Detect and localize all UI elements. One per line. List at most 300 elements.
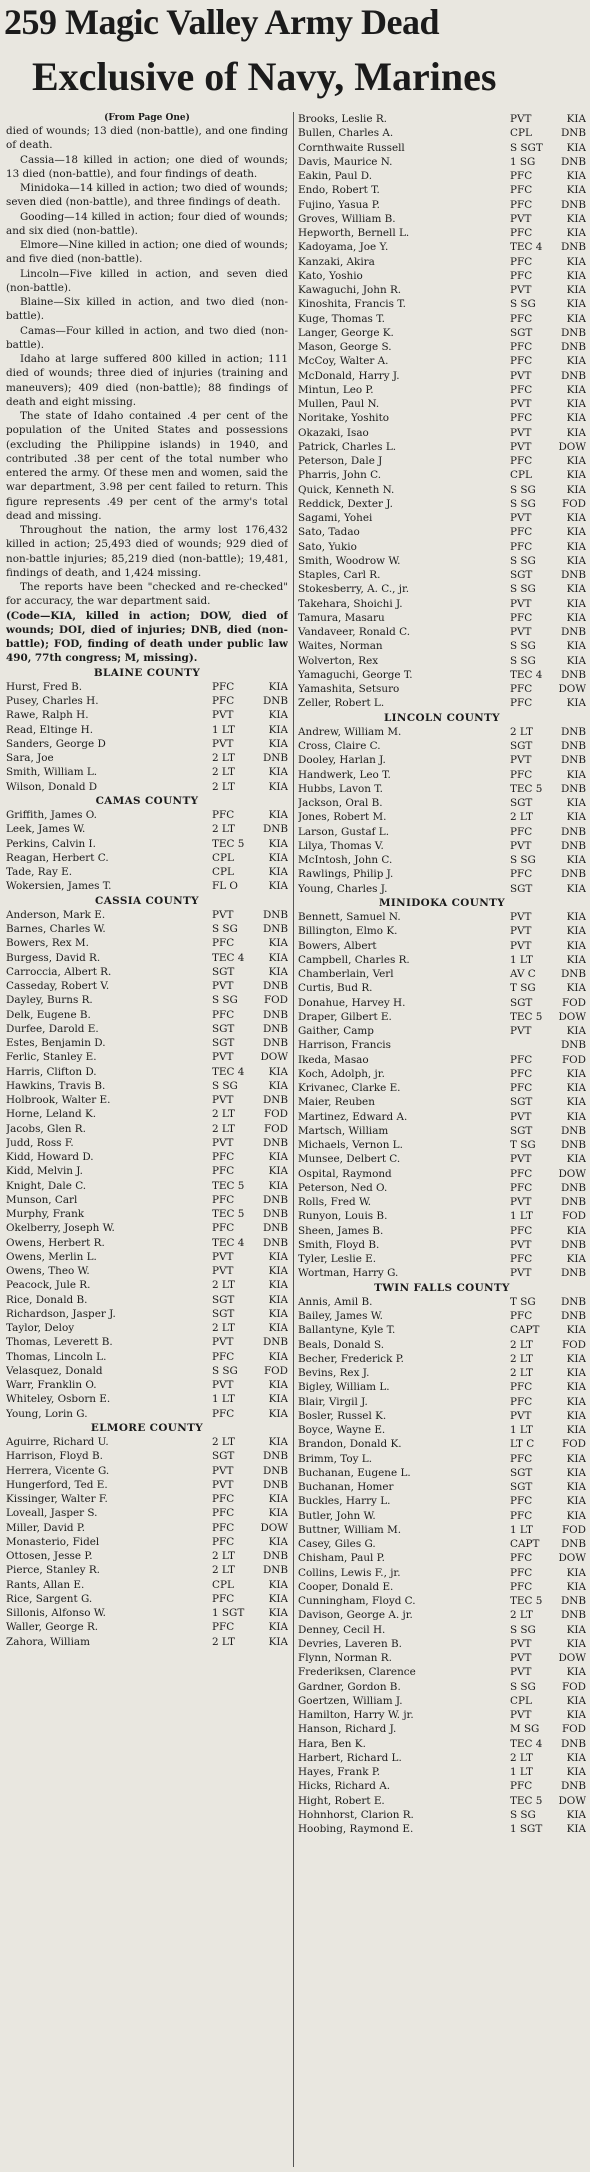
casualty-rank: SGT (510, 740, 533, 752)
casualty-rank: 2 LT (212, 823, 235, 836)
casualty-name: Owens, Merlin L. (6, 1250, 97, 1263)
casualty-code: KIA (566, 512, 586, 524)
casualty-row (298, 1708, 586, 1722)
casualty-row (298, 468, 586, 482)
casualty-row (6, 808, 288, 822)
casualty-rank: PFC (510, 255, 533, 268)
casualty-rank: PVT (212, 1265, 234, 1277)
casualty-rank: SGT (510, 1124, 533, 1137)
casualty-rank: PFC (212, 1222, 235, 1235)
casualty-name: Lilya, Thomas V. (298, 839, 384, 852)
casualty-row (298, 1323, 586, 1337)
casualty-code: KIA (566, 284, 586, 296)
casualty-row (298, 1680, 586, 1694)
casualty-rank: 1 LT (510, 953, 533, 966)
casualty-name: Billington, Elmo K. (298, 925, 398, 938)
casualty-name: Mullen, Paul N. (298, 398, 380, 410)
casualty-name: Dooley, Harlan J. (298, 754, 386, 767)
casualty-name: Hara, Ben K. (298, 1737, 366, 1750)
casualty-name: Warr, Franklin O. (6, 1379, 97, 1391)
casualty-code: FOD (561, 1680, 586, 1693)
casualty-rank: PFC (510, 227, 533, 239)
casualty-code: KIA (566, 255, 586, 268)
casualty-code: FOD (263, 1364, 288, 1377)
casualty-code: DNB (262, 980, 288, 992)
casualty-row (6, 1278, 288, 1292)
casualty-row (298, 1722, 586, 1736)
casualty-code: DNB (560, 341, 586, 353)
casualty-row (6, 1407, 288, 1421)
casualty-code: KIA (566, 1110, 586, 1123)
casualty-row (298, 440, 586, 454)
casualty-rank: PVT (510, 1666, 532, 1679)
casualty-rank: PFC (510, 526, 533, 539)
casualty-row (298, 1637, 586, 1651)
casualty-rank: 2 LT (510, 1609, 533, 1622)
casualty-name: Collins, Lewis F., jr. (298, 1566, 401, 1579)
casualty-rank: PVT (212, 1051, 234, 1064)
casualty-row (298, 1167, 586, 1181)
casualty-code: KIA (268, 1350, 288, 1363)
casualty-rank: AV C (510, 968, 536, 980)
casualty-row (298, 1366, 586, 1380)
casualty-name: Hungerford, Ted E. (6, 1478, 108, 1491)
casualty-name: Harbert, Richard L. (298, 1751, 402, 1764)
casualty-rank: PFC (510, 1253, 533, 1265)
casualty-code: KIA (566, 583, 586, 596)
casualty-code: KIA (566, 982, 586, 995)
casualty-code: DNB (262, 1008, 288, 1021)
casualty-name: Campbell, Charles R. (298, 953, 410, 966)
casualty-row (298, 1594, 586, 1608)
casualty-code: DNB (560, 839, 586, 852)
casualty-code: DNB (560, 740, 586, 752)
casualty-rank: PFC (212, 1008, 235, 1021)
casualty-code: DNB (262, 1464, 288, 1477)
casualty-row (6, 1193, 288, 1207)
casualty-code: DOW (260, 1051, 288, 1064)
casualty-code: DNB (262, 1037, 288, 1049)
casualty-name: Staples, Carl R. (298, 569, 381, 581)
headline-line-1: 259 Magic Valley Army Dead (4, 2, 439, 42)
casualty-name: Krivanec, Clarke E. (298, 1082, 401, 1094)
casualty-name: Sato, Yukio (298, 540, 357, 553)
casualty-rank: 1 LT (510, 1766, 533, 1778)
casualty-code: FOD (561, 1338, 586, 1351)
casualty-row (298, 782, 586, 796)
casualty-name: Vandaveer, Ronald C. (298, 626, 411, 638)
casualty-name: Bullen, Charles A. (298, 127, 394, 140)
casualty-name: Wilson, Donald D (6, 780, 98, 793)
casualty-code: KIA (566, 1082, 586, 1094)
casualty-code: KIA (268, 951, 288, 964)
casualty-row (298, 1224, 586, 1238)
headline-line-2: Exclusive of Navy, Marines (32, 54, 497, 99)
casualty-row (6, 1221, 288, 1235)
casualty-row (6, 765, 288, 779)
casualty-code: DNB (262, 1022, 288, 1035)
casualty-rank: PFC (212, 1621, 235, 1634)
casualty-row (298, 1295, 586, 1309)
casualty-rank: PVT (510, 1110, 532, 1123)
casualty-rank: PVT (510, 113, 532, 125)
casualty-row (298, 696, 586, 710)
casualty-code: KIA (566, 355, 586, 368)
casualty-row (6, 922, 288, 936)
casualty-rank: PFC (212, 809, 235, 821)
casualty-code: DNB (560, 825, 586, 838)
casualty-row (298, 1751, 586, 1765)
casualty-row (6, 936, 288, 950)
casualty-code: KIA (566, 383, 586, 396)
casualty-code: KIA (268, 737, 288, 750)
casualty-row (6, 1392, 288, 1406)
casualty-rank: PVT (510, 212, 532, 225)
casualty-rank: PVT (510, 440, 532, 453)
casualty-name: Becher, Frederick P. (298, 1352, 404, 1365)
casualty-row (298, 1195, 586, 1209)
casualty-rank: TEC 4 (212, 1236, 245, 1249)
casualty-name: Beals, Donald S. (298, 1338, 385, 1351)
casualty-rank: TEC 5 (212, 1179, 245, 1192)
casualty-name: Brimm, Toy L. (298, 1452, 372, 1465)
casualty-row (298, 483, 586, 497)
casualty-row (298, 1067, 586, 1081)
casualty-name: Hoobing, Raymond E. (298, 1823, 414, 1835)
casualty-rank: PFC (510, 1495, 533, 1508)
casualty-row (298, 1395, 586, 1409)
casualty-name: Stokesberry, A. C., jr. (298, 583, 410, 596)
casualty-row (298, 1024, 586, 1038)
casualty-row (298, 155, 586, 169)
article-paragraph: Cassia—18 killed in action; one died of wounds; 13 died (non-battle), and four findings of death. (6, 153, 288, 180)
casualty-code: FOD (263, 994, 288, 1007)
casualty-code: FOD (561, 996, 586, 1009)
casualty-code: KIA (268, 680, 288, 693)
casualty-name: Rawlings, Philip J. (298, 868, 394, 881)
casualty-code: KIA (566, 1409, 586, 1422)
casualty-rank: PVT (510, 1409, 532, 1422)
casualty-row (298, 1566, 586, 1580)
casualty-row (298, 796, 586, 810)
casualty-name: Owens, Theo W. (6, 1265, 90, 1277)
casualty-rank: CPL (212, 1578, 234, 1591)
casualty-code: FOD (561, 497, 586, 510)
casualty-row (298, 1138, 586, 1152)
casualty-name: Langer, George K. (298, 326, 394, 339)
casualty-name: Leek, James W. (6, 823, 86, 836)
casualty-code: DOW (558, 1652, 586, 1664)
casualty-row (298, 1181, 586, 1195)
casualty-row (298, 326, 586, 340)
casualty-rank: PVT (510, 626, 532, 638)
casualty-name: Okelberry, Joseph W. (6, 1222, 115, 1235)
casualty-name: Wokersien, James T. (6, 880, 112, 893)
casualty-row (6, 751, 288, 765)
casualty-code: DNB (262, 1193, 288, 1206)
casualty-code: KIA (268, 1535, 288, 1548)
casualty-code: DNB (262, 695, 288, 707)
casualty-row (6, 694, 288, 708)
casualty-row (298, 1480, 586, 1494)
casualty-name: McDonald, Harry J. (298, 369, 400, 382)
casualty-rank: SGT (510, 1466, 533, 1479)
casualty-name: Cooper, Donald E. (298, 1580, 394, 1593)
casualty-code: KIA (566, 141, 586, 154)
casualty-code: DNB (560, 1737, 586, 1750)
casualty-row (298, 768, 586, 782)
casualty-name: Smith, William L. (6, 766, 98, 779)
casualty-code: KIA (566, 1509, 586, 1522)
casualty-rank: PVT (510, 1196, 532, 1208)
casualty-code: DNB (262, 823, 288, 836)
casualty-name: Sagami, Yohei (298, 512, 373, 524)
casualty-code: KIA (268, 1265, 288, 1277)
casualty-rank: CPL (510, 127, 532, 140)
casualty-code: FOD (263, 1122, 288, 1135)
casualty-code: DNB (560, 1196, 586, 1208)
casualty-code: KIA (566, 1096, 586, 1109)
casualty-code: KIA (566, 654, 586, 667)
casualty-name: Curtis, Bud R. (298, 982, 373, 995)
casualty-code: DNB (560, 198, 586, 211)
casualty-rank: PFC (212, 1493, 235, 1505)
casualty-name: Hamilton, Harry W. jr. (298, 1709, 414, 1721)
casualty-rank: S SG (510, 1623, 536, 1636)
casualty-rank: PVT (510, 1652, 532, 1664)
article-paragraph: The reports have been "checked and re-checked" for accuracy, the war department said. (6, 581, 288, 608)
casualty-row (6, 1620, 288, 1634)
casualty-code: KIA (566, 1637, 586, 1650)
casualty-rank: PFC (510, 355, 533, 368)
casualty-row (298, 112, 586, 126)
casualty-rank: PVT (510, 512, 532, 524)
casualty-name: Bowers, Rex M. (6, 937, 89, 950)
casualty-name: Thomas, Leverett B. (6, 1336, 113, 1349)
casualty-rank: PVT (510, 754, 532, 767)
casualty-row (6, 1606, 288, 1620)
left-column (6, 112, 288, 2172)
casualty-row (298, 939, 586, 953)
casualty-row (6, 965, 288, 979)
casualty-code: KIA (268, 1151, 288, 1163)
casualty-rank: S SG (510, 1808, 536, 1821)
casualty-name: Ottosen, Jesse P. (6, 1550, 93, 1562)
casualty-code: KIA (566, 412, 586, 425)
casualty-name: Donahue, Harvey H. (298, 996, 406, 1009)
casualty-name: Perkins, Calvin I. (6, 837, 96, 850)
casualty-row (298, 183, 586, 197)
casualty-row (298, 568, 586, 582)
casualty-name: Harrison, Francis (298, 1039, 391, 1052)
casualty-name: Davis, Maurice N. (298, 155, 393, 168)
casualty-row (298, 198, 586, 212)
casualty-rank: S SG (510, 554, 536, 567)
casualty-row (298, 867, 586, 881)
casualty-rank: 2 LT (212, 752, 235, 764)
casualty-row (298, 354, 586, 368)
casualty-name: Noritake, Yoshito (298, 412, 390, 425)
casualty-name: Mason, George S. (298, 341, 392, 353)
casualty-name: Pharris, John C. (298, 469, 382, 482)
casualty-name: Tade, Ray E. (6, 866, 73, 878)
casualty-code: KIA (566, 1025, 586, 1037)
casualty-rank: PVT (212, 1336, 234, 1349)
casualty-row (298, 1822, 586, 1836)
casualty-row (298, 212, 586, 226)
casualty-name: Goertzen, William J. (298, 1694, 403, 1707)
casualty-code: KIA (268, 937, 288, 950)
casualty-code: DNB (560, 626, 586, 638)
casualty-code: FOD (561, 1053, 586, 1066)
casualty-name: Waller, George R. (6, 1621, 99, 1634)
casualty-name: Maier, Reuben (298, 1096, 375, 1109)
casualty-name: Sato, Tadao (298, 526, 360, 539)
casualty-code: KIA (268, 1379, 288, 1391)
casualty-row (298, 1623, 586, 1637)
casualty-rank: S SG (510, 640, 536, 653)
casualty-name: McIntosh, John C. (298, 854, 393, 866)
casualty-row (6, 1207, 288, 1221)
casualty-rank: PFC (510, 1452, 533, 1465)
casualty-rank: S SG (510, 854, 536, 866)
casualty-row (6, 1578, 288, 1592)
casualty-rank: S SG (510, 497, 536, 510)
casualty-rank: PVT (212, 709, 234, 722)
casualty-code: KIA (566, 1466, 586, 1479)
casualty-name: Draper, Gilbert E. (298, 1010, 392, 1023)
casualty-code: KIA (566, 1424, 586, 1436)
casualty-rank: 1 SGT (510, 1823, 543, 1835)
casualty-code: KIA (268, 837, 288, 850)
casualty-code: KIA (268, 1493, 288, 1505)
casualty-code: KIA (566, 854, 586, 866)
casualty-row (298, 1152, 586, 1166)
casualty-name: Whiteley, Osborn E. (6, 1393, 111, 1406)
casualty-rank: PFC (510, 1780, 533, 1793)
casualty-code: DNB (262, 1222, 288, 1235)
casualty-name: Bosler, Russel K. (298, 1409, 387, 1422)
casualty-row (6, 1079, 288, 1093)
county-heading: ELMORE COUNTY (90, 1421, 204, 1434)
casualty-code: DNB (560, 127, 586, 140)
casualty-row (6, 1321, 288, 1335)
casualty-code: DNB (560, 369, 586, 382)
continued-note: (From Page One) (104, 113, 190, 123)
casualty-rank: PFC (510, 383, 533, 396)
casualty-name: Yamaguchi, George T. (298, 668, 413, 681)
casualty-row (298, 554, 586, 568)
casualty-rank: 2 LT (212, 1279, 235, 1292)
casualty-name: Wolverton, Rex (298, 654, 379, 667)
casualty-rank: PFC (510, 1381, 533, 1394)
casualty-name: Bigley, William L. (298, 1381, 390, 1394)
casualty-code: KIA (268, 851, 288, 864)
casualty-rank: PFC (510, 184, 533, 197)
casualty-row (6, 822, 288, 836)
casualty-rank: 2 LT (510, 725, 533, 738)
casualty-code: KIA (566, 298, 586, 311)
casualty-name: Harris, Clifton D. (6, 1065, 97, 1078)
article-paragraph: Throughout the nation, the army lost 176,432 killed in action; 25,493 died of wounds; 929 died of non-battle injuries; 85,219 died (non-battle); 19,481, findings of death, and 1,424 missing. (6, 524, 288, 579)
casualty-row (298, 611, 586, 625)
casualty-rank: PFC (510, 540, 533, 553)
casualty-rank: TEC 4 (510, 1737, 543, 1750)
casualty-code: DOW (558, 1167, 586, 1180)
casualty-row (298, 1095, 586, 1109)
casualty-row (298, 454, 586, 468)
casualty-rank: CAPT (510, 1324, 540, 1337)
casualty-rank: PVT (212, 1478, 234, 1491)
casualty-row (6, 680, 288, 694)
casualty-code: KIA (268, 1065, 288, 1078)
casualty-name: Horne, Leland K. (6, 1108, 97, 1121)
casualty-name: Cornthwaite Russell (298, 141, 405, 154)
casualty-name: Ikeda, Masao (298, 1053, 369, 1066)
casualty-rank: PFC (510, 1082, 533, 1094)
casualty-code: KIA (268, 1592, 288, 1605)
casualty-code: KIA (566, 882, 586, 895)
casualty-name: Holbrook, Walter E. (6, 1094, 111, 1106)
casualty-row (6, 723, 288, 737)
casualty-row (6, 1435, 288, 1449)
casualty-row (298, 226, 586, 240)
casualty-rank: PFC (510, 412, 533, 425)
casualty-code: DNB (262, 752, 288, 764)
casualty-name: Judd, Ross F. (6, 1136, 74, 1149)
casualty-rank: PVT (212, 1379, 234, 1391)
casualty-rank: PFC (510, 683, 533, 695)
casualty-row (298, 725, 586, 739)
casualty-code: DNB (560, 868, 586, 881)
casualty-rank: PFC (212, 1592, 235, 1605)
casualty-rank: PFC (510, 825, 533, 838)
casualty-name: Kawaguchi, John R. (298, 284, 402, 296)
casualty-rank: 1 LT (510, 1210, 533, 1223)
casualty-code: KIA (566, 597, 586, 610)
casualty-row (298, 668, 586, 682)
casualty-rank: S SG (212, 923, 238, 935)
casualty-rank: SGT (212, 1307, 235, 1320)
casualty-rank: TEC 5 (212, 1208, 245, 1220)
casualty-rank: PVT (212, 1250, 234, 1263)
casualty-row (298, 853, 586, 867)
casualty-code: KIA (566, 953, 586, 966)
casualty-rank: 2 LT (510, 1751, 533, 1764)
casualty-row (298, 739, 586, 753)
casualty-name: Chamberlain, Verl (298, 968, 394, 980)
casualty-rank: LT C (510, 1438, 535, 1451)
casualty-name: Monasterio, Fidel (6, 1535, 100, 1548)
casualty-row (6, 1293, 288, 1307)
casualty-row (298, 1651, 586, 1665)
casualty-row (298, 1081, 586, 1095)
casualty-rank: SGT (212, 1022, 235, 1035)
casualty-rank: TEC 4 (212, 951, 245, 964)
casualty-code: KIA (566, 797, 586, 809)
casualty-code: KIA (566, 1623, 586, 1636)
casualty-row (298, 753, 586, 767)
casualty-row (298, 1509, 586, 1523)
casualty-rank: PVT (212, 908, 234, 921)
casualty-rank: PVT (212, 737, 234, 750)
casualty-name: Kato, Yoshio (298, 269, 363, 282)
casualty-code: KIA (566, 212, 586, 225)
casualty-name: Kidd, Melvin J. (6, 1165, 83, 1178)
casualty-code: KIA (268, 1079, 288, 1092)
casualty-code: KIA (566, 1367, 586, 1379)
casualty-name: Peterson, Dale J (298, 455, 383, 467)
